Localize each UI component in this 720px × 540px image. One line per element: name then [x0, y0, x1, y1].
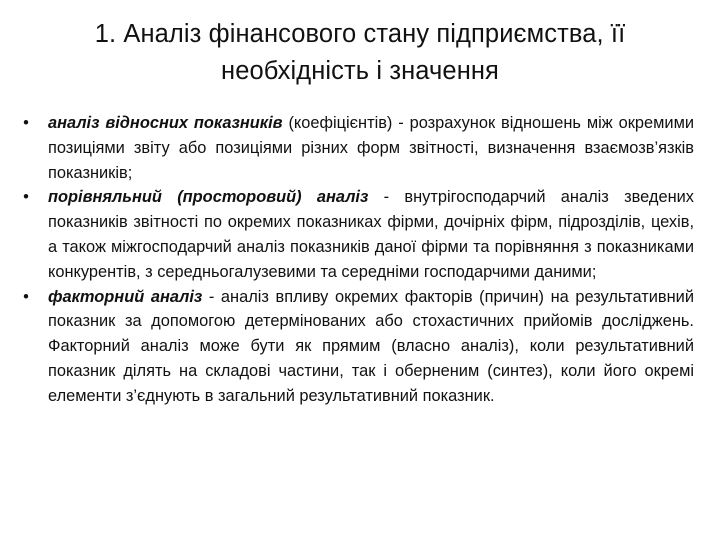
bullet-icon: • [23, 287, 29, 306]
slide-title [40, 16, 680, 90]
bullet-text: - внутрігосподарчий аналіз зведених показників звітності по окремих показниках фірми, дочірніх фірм, підрозділів, цехів, а також міжгосподарчий аналіз показників даної фірми та порівняння з показниками конкурентів, з середньогалузевими та середніми господарчими даними; [48, 188, 694, 281]
bullet-item-factor-analysis [18, 285, 694, 409]
bullet-icon: • [23, 114, 29, 132]
bullet-text: - аналіз впливу окремих факторів (причин) на результативний показник за допомогою детермінованих або стохастичних прийомів досліджень. Факторний аналіз може бути як прямим (власно аналіз), коли результативний показник ділять на складові частини, так і оберненим (синтез), коли його окремі елементи з’єднують в загальний результативний показник. [48, 287, 694, 405]
bullet-item-comparative-analysis [18, 185, 694, 284]
bullet-term: аналіз відносних показників [48, 114, 283, 132]
bullet-item-relative-indicators [18, 111, 694, 185]
slide-title-line-2: необхідність і значення [221, 57, 499, 85]
bullet-term: факторний аналіз [48, 287, 203, 306]
slide-title-line-1: 1. Аналіз фінансового стану підприємства, її [94, 20, 626, 48]
bullet-list [18, 111, 694, 409]
bullet-term: порівняльний (просторовий) аналіз [48, 188, 369, 207]
bullet-icon: • [23, 188, 29, 207]
bullet-text: (коефіцієнтів) - розрахунок відношень між окремими позиціями звіту або позиціями різних форм звітності, визначення взаємозв’язків показників; [48, 114, 694, 182]
